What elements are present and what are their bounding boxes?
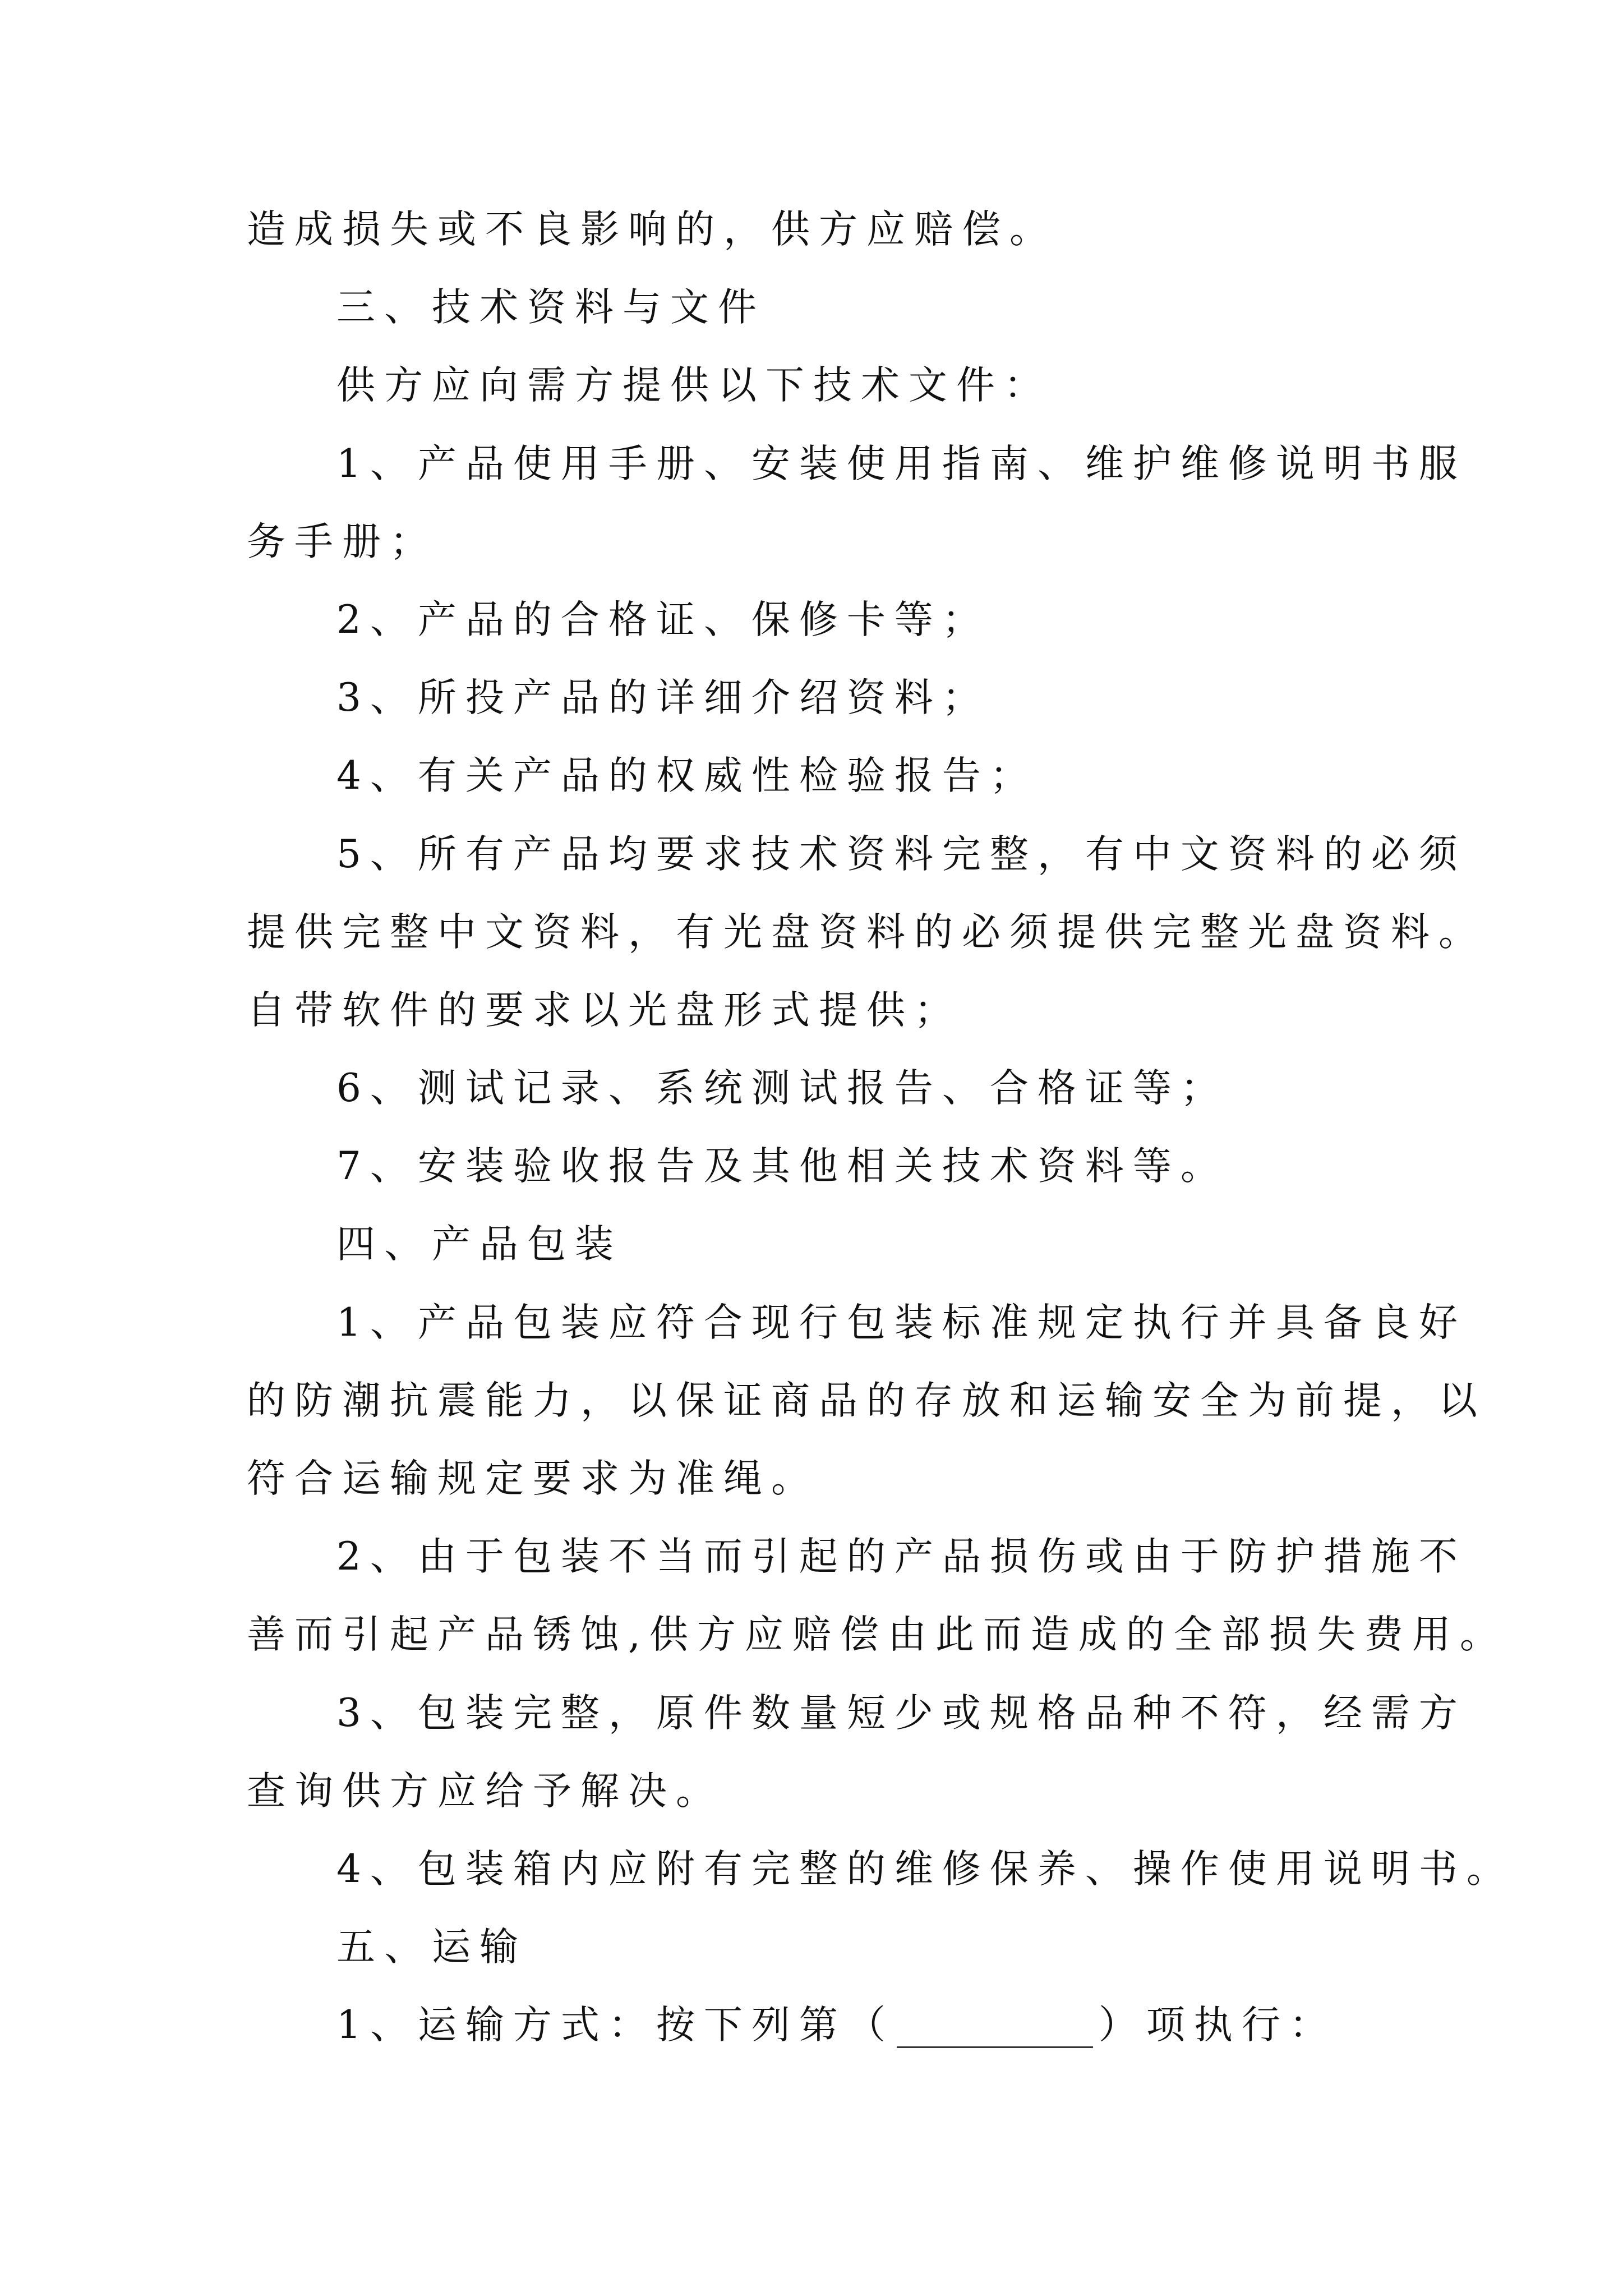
document-body [247,191,1514,2065]
section-heading-technical-docs: 三、技术资料与文件 [336,285,766,330]
text-line: 查询供方应给予解决。 [247,1768,723,1814]
text-line: 务手册； [247,519,437,564]
list-item: 7、安装验收报告及其他相关技术资料等。 [336,1144,1228,1189]
list-item: 2、由于包装不当而引起的产品损伤或由于防护措施不 [336,1534,1467,1580]
section-heading-transport: 五、运输 [336,1925,527,1970]
list-item: 6、测试记录、系统测试报告、合格证等； [336,1066,1228,1111]
transport-method-label: 1、运输方式：按下列第（ [336,2003,895,2048]
list-item: 2、产品的合格证、保修卡等； [336,597,990,642]
list-item: 1、产品包装应符合现行包装标准规定执行并具备良好 [336,1300,1467,1345]
list-item: 4、包装箱内应附有完整的维修保养、操作使用说明书。 [336,1846,1514,1892]
text-line: 供方应向需方提供以下技术文件： [336,363,1052,408]
text-line: 的防潮抗震能力，以保证商品的存放和运输安全为前提，以 [247,1378,1486,1423]
list-item: 5、所有产品均要求技术资料完整，有中文资料的必须 [336,831,1467,877]
text-line: 提供完整中文资料，有光盘资料的必须提供完整光盘资料。 [247,909,1486,955]
list-item: 4、有关产品的权威性检验报告； [336,753,1038,799]
transport-method-suffix: ）项执行： [1098,2003,1337,2048]
fill-in-blank[interactable] [897,2046,1093,2048]
section-heading-packaging: 四、产品包装 [336,1222,623,1267]
text-line: 符合运输规定要求为准绳。 [247,1456,819,1501]
text-line: 自带软件的要求以光盘形式提供； [247,987,962,1033]
list-item: 3、包装完整，原件数量短少或规格品种不符，经需方 [336,1690,1467,1736]
text-line: 善而引起产品锈蚀,供方应赔偿由此而造成的全部损失费用。 [247,1612,1507,1658]
list-item: 3、所投产品的详细介绍资料； [336,675,990,721]
list-item: 1、产品使用手册、安装使用指南、维护维修说明书服 [336,441,1467,486]
list-item-transport-method [247,1986,1413,2064]
text-line: 造成损失或不良影响的，供方应赔偿。 [247,207,1057,252]
